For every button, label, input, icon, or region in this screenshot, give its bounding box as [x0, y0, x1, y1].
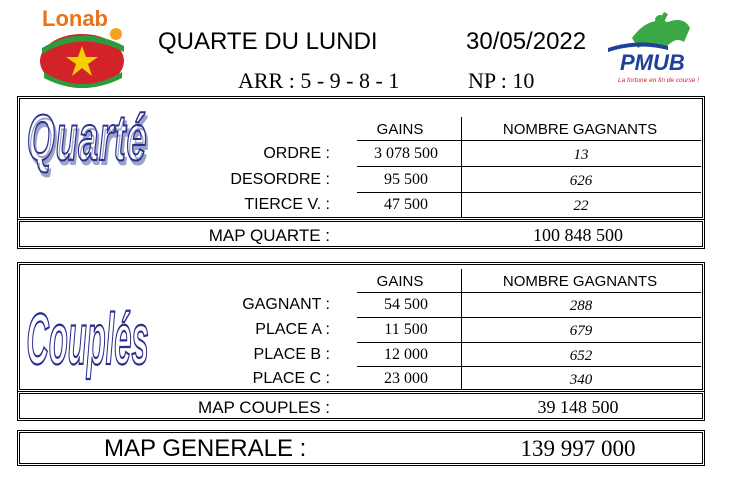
couples-row-label: GAGNANT :	[242, 296, 330, 313]
quarte-row-label: TIERCE V. :	[244, 196, 330, 213]
quarte-row-label: ORDRE :	[263, 145, 330, 162]
svg-text:Couplés: Couplés	[26, 299, 149, 380]
pmub-wordmark: PMUB	[620, 50, 685, 75]
race-date: 30/05/2022	[466, 28, 587, 55]
couples-row-gain: 54 500	[384, 296, 428, 313]
couples-row-label: PLACE A :	[255, 321, 330, 338]
couples-row-rule	[357, 292, 701, 293]
non-partants: NP : 10	[468, 68, 535, 93]
couples-row-rule	[357, 317, 701, 318]
pmub-logo	[598, 8, 708, 88]
quarte-row-winners: 626	[569, 173, 593, 189]
couples-map-value: 39 148 500	[537, 397, 619, 417]
quarte-row-winners: 13	[573, 147, 589, 163]
couples-row-gain: 23 000	[384, 370, 428, 387]
couples-row-gain: 12 000	[384, 346, 428, 363]
arrivee-result: ARR : 5 - 9 - 8 - 1	[238, 68, 400, 93]
general-map-value: 139 997 000	[520, 436, 636, 461]
quarte-map-value: 100 848 500	[533, 225, 623, 245]
quarte-row-label: DESORDRE :	[230, 171, 330, 188]
quarte-map-row	[17, 219, 705, 249]
quarte-col-winners: NOMBRE GAGNANTS	[502, 121, 658, 138]
quarte-col-gains: GAINS	[376, 121, 424, 138]
couples-row-rule	[357, 366, 701, 367]
couples-table	[17, 262, 705, 392]
quarte-row-rule	[357, 166, 701, 167]
general-map-label: MAP GENERALE :	[104, 435, 307, 462]
couples-row-winners: 288	[569, 298, 593, 314]
couples-col-gains: GAINS	[376, 273, 424, 290]
svg-text:Quarté: Quarté	[26, 103, 148, 176]
couples-col-winners: NOMBRE GAGNANTS	[502, 273, 658, 290]
couples-map-label: MAP COUPLES :	[198, 398, 330, 417]
quarte-row-gain: 95 500	[384, 171, 428, 188]
quarte-row-gain: 3 078 500	[374, 145, 438, 162]
quarte-row-gain: 47 500	[384, 196, 428, 213]
quarte-table	[17, 96, 705, 220]
lonab-wordmark: Lonab	[42, 6, 108, 31]
page-title: QUARTE DU LUNDI	[158, 28, 378, 55]
couples-row-winners: 679	[569, 323, 593, 339]
lonab-logo	[30, 6, 140, 90]
pmub-tagline: La fortune en fin de course !	[618, 77, 699, 84]
couples-row-label: PLACE B :	[253, 346, 330, 363]
couples-row-gain: 11 500	[384, 321, 428, 338]
couples-map-row	[17, 391, 705, 421]
general-map-row	[17, 430, 705, 466]
couples-row-winners: 652	[569, 348, 593, 364]
quarte-row-rule	[357, 192, 701, 193]
quarte-map-label: MAP QUARTE :	[208, 226, 330, 245]
couples-row-rule	[357, 342, 701, 343]
quarte-row-rule	[357, 140, 701, 141]
couples-row-winners: 340	[569, 372, 593, 388]
couples-row-label: PLACE C :	[252, 370, 330, 387]
quarte-row-winners: 22	[573, 198, 589, 214]
